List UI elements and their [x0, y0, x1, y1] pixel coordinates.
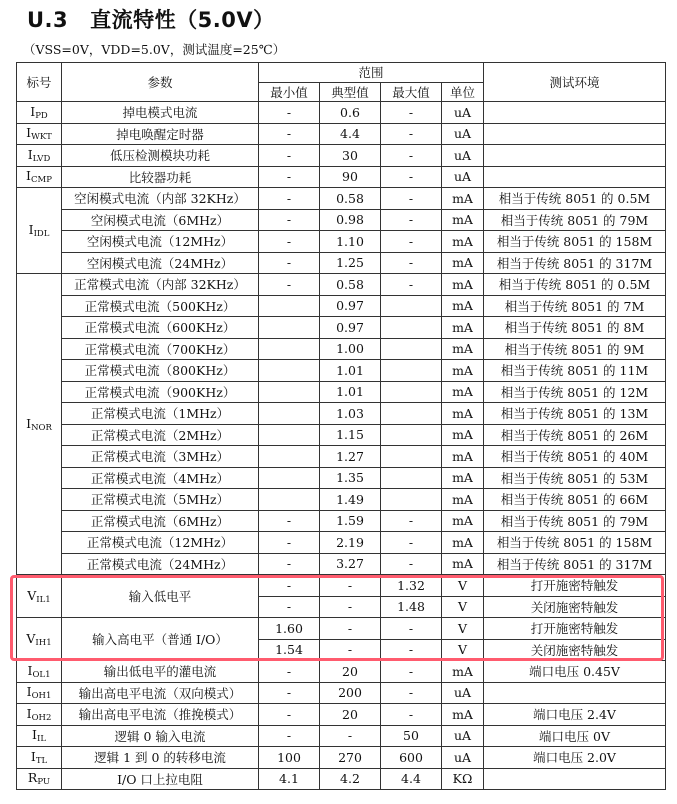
symbol-cell — [17, 618, 62, 661]
param-cell: 掉电唤醒定时器 — [62, 123, 259, 145]
symbol-main: I — [27, 146, 33, 162]
typ-cell: 1.35 — [320, 467, 381, 489]
symbol-cell — [17, 102, 62, 124]
max-cell: - — [381, 145, 442, 167]
symbol-subscript: PD — [35, 110, 48, 121]
unit-cell: mA — [442, 360, 484, 382]
typ-cell: 1.27 — [320, 446, 381, 468]
dc-characteristics-table — [16, 62, 666, 790]
param-cell: 输出低电平的灌电流 — [62, 661, 259, 683]
param-cell: 空闲模式电流（内部 32KHz） — [62, 188, 259, 210]
unit-cell: uA — [442, 145, 484, 167]
param-cell: 正常模式电流（700KHz） — [62, 338, 259, 360]
min-cell — [259, 338, 320, 360]
condition-cell: 相当于传统 8051 的 26M — [484, 424, 666, 446]
table-row — [17, 231, 666, 253]
table-body — [17, 102, 666, 790]
table-row — [17, 424, 666, 446]
unit-cell: mA — [442, 424, 484, 446]
param-cell: 输入高电平（普通 I/O） — [62, 618, 259, 661]
min-cell — [259, 381, 320, 403]
min-cell — [259, 446, 320, 468]
table-row — [17, 166, 666, 188]
symbol-cell — [17, 768, 62, 790]
max-cell — [381, 317, 442, 339]
symbol-cell — [17, 725, 62, 747]
symbol-main: I — [26, 705, 32, 721]
min-cell: - — [259, 209, 320, 231]
param-cell: 正常模式电流（内部 32KHz） — [62, 274, 259, 296]
unit-cell: uA — [442, 166, 484, 188]
symbol-cell — [17, 575, 62, 618]
typ-cell: 20 — [320, 704, 381, 726]
table-row — [17, 768, 666, 790]
condition-cell: 相当于传统 8051 的 66M — [484, 489, 666, 511]
condition-cell — [484, 166, 666, 188]
table-row — [17, 510, 666, 532]
unit-cell: uA — [442, 682, 484, 704]
condition-cell: 端口电压 2.4V — [484, 704, 666, 726]
param-cell: 掉电模式电流 — [62, 102, 259, 124]
min-cell — [259, 295, 320, 317]
unit-cell: mA — [442, 704, 484, 726]
param-cell: 正常模式电流（3MHz） — [62, 446, 259, 468]
condition-cell: 打开施密特触发 — [484, 575, 666, 597]
table-row — [17, 381, 666, 403]
min-cell: - — [259, 231, 320, 253]
symbol-subscript: PU — [37, 777, 51, 788]
table-row — [17, 725, 666, 747]
param-cell: 空闲模式电流（24MHz） — [62, 252, 259, 274]
unit-cell: mA — [442, 274, 484, 296]
param-cell: 空闲模式电流（12MHz） — [62, 231, 259, 253]
param-cell: 空闲模式电流（6MHz） — [62, 209, 259, 231]
unit-cell: mA — [442, 231, 484, 253]
param-cell: 低压检测模块功耗 — [62, 145, 259, 167]
table-row — [17, 317, 666, 339]
param-cell: 逻辑 0 输入电流 — [62, 725, 259, 747]
condition-cell: 端口电压 2.0V — [484, 747, 666, 769]
unit-cell: uA — [442, 102, 484, 124]
min-cell — [259, 489, 320, 511]
min-cell: - — [259, 553, 320, 575]
min-cell: - — [259, 274, 320, 296]
table-row — [17, 446, 666, 468]
param-cell: 正常模式电流（4MHz） — [62, 467, 259, 489]
symbol-cell — [17, 682, 62, 704]
unit-cell: mA — [442, 317, 484, 339]
max-cell: 1.48 — [381, 596, 442, 618]
typ-cell: 3.27 — [320, 553, 381, 575]
param-cell: 正常模式电流（5MHz） — [62, 489, 259, 511]
header-symbol: 标号 — [17, 63, 62, 102]
typ-cell: - — [320, 639, 381, 661]
condition-cell — [484, 682, 666, 704]
max-cell: - — [381, 661, 442, 683]
unit-cell: mA — [442, 467, 484, 489]
condition-cell: 相当于传统 8051 的 13M — [484, 403, 666, 425]
symbol-subscript: WKT — [31, 132, 52, 143]
table-row — [17, 338, 666, 360]
min-cell: - — [259, 725, 320, 747]
header-unit: 单位 — [442, 82, 484, 102]
symbol-subscript: IL — [36, 734, 46, 745]
max-cell: - — [381, 209, 442, 231]
max-cell: - — [381, 123, 442, 145]
typ-cell: 1.49 — [320, 489, 381, 511]
table-row — [17, 295, 666, 317]
condition-cell: 相当于传统 8051 的 40M — [484, 446, 666, 468]
typ-cell: 4.4 — [320, 123, 381, 145]
min-cell: - — [259, 510, 320, 532]
typ-cell: 2.19 — [320, 532, 381, 554]
max-cell: - — [381, 639, 442, 661]
symbol-cell — [17, 123, 62, 145]
max-cell — [381, 446, 442, 468]
max-cell: 600 — [381, 747, 442, 769]
min-cell: 100 — [259, 747, 320, 769]
param-cell: 正常模式电流（1MHz） — [62, 403, 259, 425]
symbol-main: V — [26, 630, 36, 646]
header-max: 最大值 — [381, 82, 442, 102]
min-cell: 1.54 — [259, 639, 320, 661]
symbol-main: I — [26, 125, 32, 141]
condition-cell: 相当于传统 8051 的 79M — [484, 209, 666, 231]
condition-cell: 关闭施密特触发 — [484, 639, 666, 661]
typ-cell: 0.97 — [320, 295, 381, 317]
symbol-subscript: IL1 — [36, 594, 51, 605]
symbol-subscript: OL1 — [32, 669, 51, 680]
param-cell: 比较器功耗 — [62, 166, 259, 188]
max-cell — [381, 360, 442, 382]
symbol-main: I — [32, 727, 37, 743]
param-cell: 输出高电平电流（推挽模式） — [62, 704, 259, 726]
symbol-main: I — [26, 684, 32, 700]
typ-cell: 1.03 — [320, 403, 381, 425]
table-row — [17, 704, 666, 726]
table-row — [17, 575, 666, 597]
condition-cell: 相当于传统 8051 的 8M — [484, 317, 666, 339]
symbol-main: I — [30, 103, 36, 119]
min-cell: - — [259, 532, 320, 554]
condition-cell: 打开施密特触发 — [484, 618, 666, 640]
header-typ: 典型值 — [320, 82, 381, 102]
symbol-main: V — [27, 587, 37, 603]
typ-cell: - — [320, 618, 381, 640]
typ-cell: 1.59 — [320, 510, 381, 532]
max-cell: - — [381, 618, 442, 640]
typ-cell: - — [320, 596, 381, 618]
min-cell: - — [259, 102, 320, 124]
table-row — [17, 209, 666, 231]
table-header — [17, 63, 666, 102]
param-cell: I/O 口上拉电阻 — [62, 768, 259, 790]
min-cell: - — [259, 596, 320, 618]
unit-cell: mA — [442, 338, 484, 360]
symbol-cell — [17, 704, 62, 726]
typ-cell: 1.25 — [320, 252, 381, 274]
typ-cell: 0.58 — [320, 274, 381, 296]
section-number: U.3 — [27, 8, 69, 32]
unit-cell: mA — [442, 403, 484, 425]
unit-cell: V — [442, 618, 484, 640]
condition-cell: 相当于传统 8051 的 0.5M — [484, 274, 666, 296]
symbol-subscript: LVD — [32, 153, 51, 164]
min-cell — [259, 403, 320, 425]
symbol-main: I — [27, 662, 33, 678]
max-cell: - — [381, 553, 442, 575]
unit-cell: mA — [442, 510, 484, 532]
table-row — [17, 532, 666, 554]
unit-cell: V — [442, 575, 484, 597]
typ-cell: 0.6 — [320, 102, 381, 124]
symbol-main: I — [26, 168, 31, 184]
condition-cell: 相当于传统 8051 的 9M — [484, 338, 666, 360]
param-cell: 输入低电平 — [62, 575, 259, 618]
condition-cell: 端口电压 0.45V — [484, 661, 666, 683]
symbol-main: I — [26, 415, 32, 431]
min-cell: - — [259, 575, 320, 597]
param-cell: 正常模式电流（6MHz） — [62, 510, 259, 532]
min-cell: - — [259, 252, 320, 274]
unit-cell: V — [442, 639, 484, 661]
typ-cell: 1.15 — [320, 424, 381, 446]
condition-cell — [484, 768, 666, 790]
param-cell: 正常模式电流（24MHz） — [62, 553, 259, 575]
max-cell: 1.32 — [381, 575, 442, 597]
min-cell — [259, 317, 320, 339]
typ-cell: 1.01 — [320, 381, 381, 403]
unit-cell: mA — [442, 188, 484, 210]
table-row — [17, 661, 666, 683]
typ-cell: 20 — [320, 661, 381, 683]
symbol-subscript: OH1 — [31, 691, 52, 702]
condition-cell: 相当于传统 8051 的 53M — [484, 467, 666, 489]
header-min: 最小值 — [259, 82, 320, 102]
table-row — [17, 123, 666, 145]
header-param: 参数 — [62, 63, 259, 102]
unit-cell: mA — [442, 489, 484, 511]
table-row — [17, 489, 666, 511]
symbol-subscript: NOR — [31, 422, 52, 433]
header-conditions: 测试环境 — [484, 63, 666, 102]
typ-cell: 30 — [320, 145, 381, 167]
param-cell: 正常模式电流（800KHz） — [62, 360, 259, 382]
unit-cell: mA — [442, 252, 484, 274]
max-cell — [381, 467, 442, 489]
condition-cell: 相当于传统 8051 的 317M — [484, 553, 666, 575]
symbol-subscript: OH2 — [31, 712, 52, 723]
table-row — [17, 102, 666, 124]
unit-cell: mA — [442, 661, 484, 683]
condition-cell: 端口电压 0V — [484, 725, 666, 747]
max-cell: 4.4 — [381, 768, 442, 790]
param-cell: 正常模式电流（2MHz） — [62, 424, 259, 446]
max-cell: - — [381, 704, 442, 726]
unit-cell: mA — [442, 209, 484, 231]
param-cell: 正常模式电流（12MHz） — [62, 532, 259, 554]
max-cell: - — [381, 274, 442, 296]
table-row — [17, 145, 666, 167]
max-cell: - — [381, 682, 442, 704]
condition-cell — [484, 123, 666, 145]
max-cell — [381, 403, 442, 425]
typ-cell: 1.01 — [320, 360, 381, 382]
min-cell: - — [259, 661, 320, 683]
unit-cell: mA — [442, 295, 484, 317]
condition-cell: 相当于传统 8051 的 158M — [484, 532, 666, 554]
section-heading: 直流特性（5.0V） — [90, 8, 275, 32]
typ-cell: 90 — [320, 166, 381, 188]
test-conditions: （VSS=0V，VDD=5.0V，测试温度=25℃） — [23, 42, 286, 57]
min-cell: - — [259, 188, 320, 210]
symbol-main: I — [30, 748, 36, 764]
symbol-cell — [17, 188, 62, 274]
symbol-cell — [17, 747, 62, 769]
condition-cell: 相当于传统 8051 的 317M — [484, 252, 666, 274]
unit-cell: uA — [442, 123, 484, 145]
typ-cell: 4.2 — [320, 768, 381, 790]
table-row — [17, 252, 666, 274]
max-cell: - — [381, 166, 442, 188]
condition-cell: 相当于传统 8051 的 7M — [484, 295, 666, 317]
min-cell: - — [259, 166, 320, 188]
max-cell: - — [381, 252, 442, 274]
header-range: 范围 — [259, 63, 484, 83]
param-cell: 正常模式电流（900KHz） — [62, 381, 259, 403]
typ-cell: 0.58 — [320, 188, 381, 210]
condition-cell — [484, 102, 666, 124]
typ-cell: 270 — [320, 747, 381, 769]
min-cell: - — [259, 145, 320, 167]
table-row — [17, 747, 666, 769]
unit-cell: uA — [442, 725, 484, 747]
symbol-cell — [17, 661, 62, 683]
unit-cell: mA — [442, 381, 484, 403]
typ-cell: 0.98 — [320, 209, 381, 231]
typ-cell: 0.97 — [320, 317, 381, 339]
symbol-cell — [17, 274, 62, 575]
condition-cell: 相当于传统 8051 的 0.5M — [484, 188, 666, 210]
max-cell — [381, 381, 442, 403]
min-cell — [259, 424, 320, 446]
section-title — [27, 4, 275, 34]
unit-cell: mA — [442, 553, 484, 575]
max-cell — [381, 489, 442, 511]
max-cell: - — [381, 102, 442, 124]
symbol-subscript: IH1 — [35, 637, 52, 648]
max-cell: - — [381, 532, 442, 554]
typ-cell: 200 — [320, 682, 381, 704]
min-cell: - — [259, 704, 320, 726]
max-cell: - — [381, 231, 442, 253]
param-cell: 正常模式电流（500KHz） — [62, 295, 259, 317]
symbol-subscript: IDL — [33, 229, 50, 239]
max-cell: - — [381, 510, 442, 532]
param-cell: 逻辑 1 到 0 的转移电流 — [62, 747, 259, 769]
min-cell — [259, 360, 320, 382]
condition-cell: 相当于传统 8051 的 12M — [484, 381, 666, 403]
symbol-cell — [17, 166, 62, 188]
unit-cell: KΩ — [442, 768, 484, 790]
min-cell: 1.60 — [259, 618, 320, 640]
unit-cell: uA — [442, 747, 484, 769]
condition-cell — [484, 145, 666, 167]
max-cell: - — [381, 188, 442, 210]
typ-cell: 1.10 — [320, 231, 381, 253]
table-row — [17, 467, 666, 489]
typ-cell: - — [320, 575, 381, 597]
table-row — [17, 360, 666, 382]
table-row — [17, 274, 666, 296]
typ-cell: - — [320, 725, 381, 747]
min-cell: 4.1 — [259, 768, 320, 790]
symbol-subscript: CMP — [31, 175, 52, 186]
max-cell: 50 — [381, 725, 442, 747]
unit-cell: V — [442, 596, 484, 618]
symbol-main: R — [27, 770, 38, 786]
unit-cell: mA — [442, 446, 484, 468]
min-cell: - — [259, 682, 320, 704]
typ-cell: 1.00 — [320, 338, 381, 360]
symbol-main: I — [28, 222, 34, 237]
symbol-subscript: TL — [35, 755, 48, 766]
max-cell — [381, 295, 442, 317]
param-cell: 正常模式电流（600KHz） — [62, 317, 259, 339]
table-row — [17, 188, 666, 210]
unit-cell: mA — [442, 532, 484, 554]
param-cell: 输出高电平电流（双向模式） — [62, 682, 259, 704]
condition-cell: 相当于传统 8051 的 11M — [484, 360, 666, 382]
min-cell — [259, 467, 320, 489]
max-cell — [381, 424, 442, 446]
symbol-cell — [17, 145, 62, 167]
table-row — [17, 682, 666, 704]
condition-cell: 相当于传统 8051 的 79M — [484, 510, 666, 532]
condition-cell: 关闭施密特触发 — [484, 596, 666, 618]
min-cell: - — [259, 123, 320, 145]
condition-cell: 相当于传统 8051 的 158M — [484, 231, 666, 253]
table-row — [17, 553, 666, 575]
max-cell — [381, 338, 442, 360]
table-row — [17, 618, 666, 640]
table-row — [17, 403, 666, 425]
